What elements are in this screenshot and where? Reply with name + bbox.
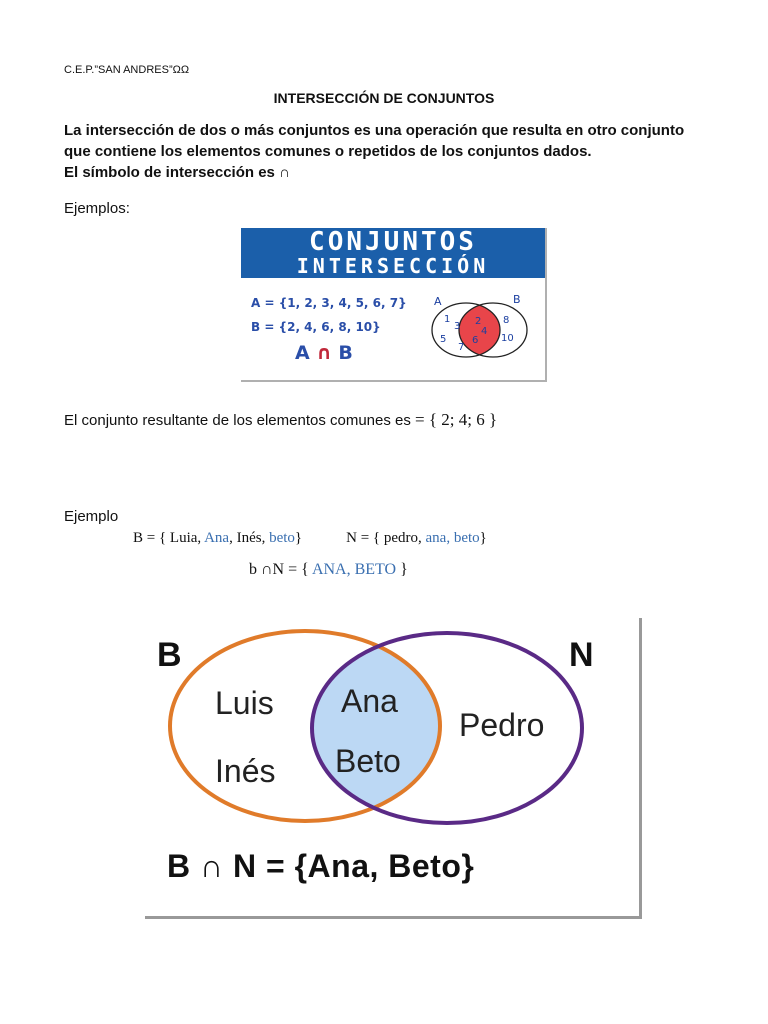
school-name: C.E.P.”SAN ANDRES”ΩΩ: [64, 64, 190, 76]
set-b-definition: B = {2, 4, 6, 8, 10}: [251, 320, 381, 334]
venn-common-4: 4: [481, 326, 488, 337]
venn-a-only-3: 3: [454, 321, 461, 332]
venn-label-b: B: [513, 293, 521, 306]
set-n-letter: N: [569, 636, 594, 674]
name-ines: Inés: [215, 753, 276, 789]
venn-common-2: 2: [475, 316, 482, 327]
operation-a: A: [295, 342, 310, 364]
definition-line-1: La intersección de dos o más conjuntos es una operación que resulta en otro conjunto: [64, 122, 685, 139]
set-b-mid: , Inés,: [229, 530, 270, 546]
set-b-suffix: }: [294, 530, 303, 546]
banner-title: CONJUNTOS: [309, 227, 477, 257]
set-n-prefix: N = { pedro,: [346, 530, 426, 546]
name-pedro: Pedro: [459, 707, 545, 743]
bn-value: ANA, BETO: [311, 561, 397, 578]
venn-label-a: A: [434, 295, 442, 308]
intersection-symbol: ∩: [316, 342, 332, 364]
sets-definition-line: [133, 530, 487, 547]
name-luis: Luis: [215, 685, 274, 721]
venn-a-only-1: 1: [444, 314, 451, 325]
banner-subtitle: INTERSECCIÓN: [296, 254, 490, 278]
intersection-example-image: [241, 228, 547, 382]
set-b-prefix: B = { Luia,: [133, 530, 205, 546]
intersection-formula: B ∩ N = {Ana, Beto}: [167, 848, 475, 884]
definition-line-2: que contiene los elementos comunes o repetidos de los conjuntos dados.: [64, 143, 592, 160]
set-b-letter: B: [157, 636, 182, 674]
name-beto: Beto: [335, 743, 401, 779]
venn-a-only-5: 5: [440, 334, 447, 345]
venn-b-only-10: 10: [501, 333, 514, 344]
set-n-suffix: }: [479, 530, 487, 546]
venn-common-6: 6: [472, 335, 479, 346]
set-n-common: ana, beto: [425, 530, 480, 546]
set-b-beto: beto: [269, 530, 295, 546]
set-b-ana: Ana: [204, 530, 230, 546]
examples-label: Ejemplos:: [64, 200, 130, 217]
operation-b: B: [338, 342, 353, 364]
set-a-definition: A = {1, 2, 3, 4, 5, 6, 7}: [251, 296, 407, 310]
definition-paragraph: [64, 120, 744, 183]
result-text: El conjunto resultante de los elementos comunes es: [64, 412, 416, 429]
definition-line-3: El símbolo de intersección es ∩: [64, 164, 290, 181]
intersection-result-line: [249, 561, 408, 579]
bn-suffix: }: [396, 561, 408, 578]
example-label: Ejemplo: [64, 508, 119, 525]
result-statement: [64, 410, 497, 430]
names-venn-image: [145, 618, 642, 919]
name-ana: Ana: [341, 683, 398, 719]
venn-b-only-8: 8: [503, 315, 510, 326]
result-value: = { 2; 4; 6 }: [415, 410, 498, 429]
page-title: INTERSECCIÓN DE CONJUNTOS: [273, 90, 495, 106]
bn-prefix: b ∩N = {: [249, 561, 312, 578]
small-venn-diagram: [241, 228, 545, 380]
venn-a-only-7: 7: [458, 342, 465, 353]
